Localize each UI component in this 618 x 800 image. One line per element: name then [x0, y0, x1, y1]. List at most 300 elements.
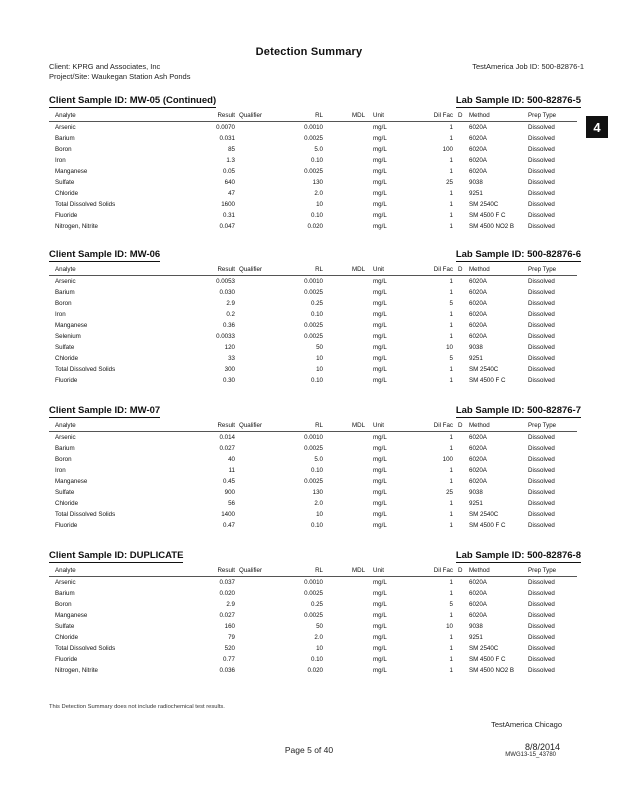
cell-method: 9038	[469, 179, 483, 186]
cell-analyte: Chloride	[55, 355, 79, 362]
cell-rl: 0.0025	[304, 612, 323, 619]
cell-analyte: Arsenic	[55, 278, 76, 285]
cell-dil: 1	[449, 289, 453, 296]
cell-dil: 1	[449, 590, 453, 597]
table-row	[49, 610, 577, 621]
cell-analyte: Manganese	[55, 612, 88, 619]
cell-rl: 0.0025	[304, 168, 323, 175]
cell-rl: 10	[316, 355, 323, 362]
table-row	[49, 665, 577, 676]
cell-method: SM 2540C	[469, 366, 499, 373]
table-row	[49, 487, 577, 498]
cell-result: 0.027	[219, 612, 235, 619]
footer-note: This Detection Summary does not include radiochemical test results.	[49, 704, 225, 710]
column-header-d: D	[458, 422, 463, 429]
table-row	[49, 122, 577, 133]
cell-dil: 1	[449, 201, 453, 208]
cell-prep: Dissolved	[528, 377, 555, 384]
cell-prep: Dissolved	[528, 445, 555, 452]
cell-result: 1.3	[226, 157, 235, 164]
cell-dil: 1	[449, 478, 453, 485]
cell-dil: 1	[449, 434, 453, 441]
cell-prep: Dissolved	[528, 667, 555, 674]
column-header-qualifier: Qualifier	[239, 266, 263, 273]
cell-result: 79	[228, 634, 235, 641]
cell-analyte: Iron	[55, 311, 66, 318]
cell-unit: mg/L	[373, 278, 387, 285]
section-header	[49, 95, 581, 109]
cell-unit: mg/L	[373, 478, 387, 485]
cell-rl: 10	[316, 366, 323, 373]
cell-dil: 1	[449, 168, 453, 175]
cell-analyte: Boron	[55, 300, 72, 307]
cell-unit: mg/L	[373, 124, 387, 131]
section-header	[49, 550, 581, 564]
cell-unit: mg/L	[373, 344, 387, 351]
section-tab-marker: 4	[586, 116, 608, 138]
report-date: 8/8/2014	[524, 742, 560, 752]
cell-analyte: Boron	[55, 146, 72, 153]
cell-rl: 0.0025	[304, 135, 323, 142]
cell-method: 6020A	[469, 124, 487, 131]
cell-dil: 1	[449, 190, 453, 197]
table-row	[49, 465, 577, 476]
cell-method: SM 2540C	[469, 645, 499, 652]
sample-section	[49, 95, 581, 232]
cell-prep: Dissolved	[528, 289, 555, 296]
cell-analyte: Barium	[55, 590, 75, 597]
cell-unit: mg/L	[373, 157, 387, 164]
cell-method: 6020A	[469, 135, 487, 142]
cell-prep: Dissolved	[528, 223, 555, 230]
table-row	[49, 520, 577, 531]
column-header-analyte: Analyte	[55, 112, 76, 119]
cell-prep: Dissolved	[528, 190, 555, 197]
cell-rl: 5.0	[314, 146, 323, 153]
cell-prep: Dissolved	[528, 168, 555, 175]
cell-analyte: Arsenic	[55, 434, 76, 441]
table-row	[49, 599, 577, 610]
column-header-unit: Unit	[373, 112, 385, 119]
cell-dil: 1	[449, 366, 453, 373]
cell-rl: 0.0025	[304, 322, 323, 329]
cell-result: 0.45	[222, 478, 235, 485]
cell-method: SM 4500 NO2 B	[469, 667, 515, 674]
cell-dil: 1	[449, 377, 453, 384]
column-header-prep-type: Prep Type	[528, 266, 557, 273]
client-sample-id: Client Sample ID: MW-06	[49, 249, 161, 260]
cell-dil: 100	[442, 456, 453, 463]
cell-unit: mg/L	[373, 590, 387, 597]
cell-dil: 1	[449, 612, 453, 619]
cell-result: 33	[228, 355, 235, 362]
cell-analyte: Barium	[55, 289, 75, 296]
cell-prep: Dissolved	[528, 634, 555, 641]
column-header-prep-type: Prep Type	[528, 112, 557, 119]
cell-analyte: Total Dissolved Solids	[55, 201, 116, 208]
cell-dil: 100	[442, 146, 453, 153]
cell-unit: mg/L	[373, 489, 387, 496]
cell-unit: mg/L	[373, 601, 387, 608]
cell-unit: mg/L	[373, 645, 387, 652]
cell-result: 0.030	[219, 289, 235, 296]
table-row	[49, 221, 577, 232]
cell-unit: mg/L	[373, 522, 387, 529]
cell-rl: 0.10	[310, 157, 323, 164]
cell-rl: 50	[316, 623, 323, 630]
cell-rl: 2.0	[314, 500, 323, 507]
cell-result: 900	[224, 489, 235, 496]
cell-rl: 0.0025	[304, 289, 323, 296]
cell-analyte: Iron	[55, 467, 66, 474]
column-header-unit: Unit	[373, 422, 385, 429]
cell-result: 2.9	[226, 300, 235, 307]
cell-result: 300	[224, 366, 235, 373]
table-row	[49, 287, 577, 298]
cell-result: 0.036	[219, 667, 235, 674]
column-header-prep-type: Prep Type	[528, 567, 557, 574]
cell-method: 6020A	[469, 456, 487, 463]
cell-method: 6020A	[469, 157, 487, 164]
cell-unit: mg/L	[373, 634, 387, 641]
column-header-method: Method	[469, 112, 490, 119]
column-header-dil-fac: Dil Fac	[433, 422, 453, 429]
cell-rl: 0.0010	[304, 124, 323, 131]
column-header-analyte: Analyte	[55, 567, 76, 574]
section-header	[49, 249, 581, 263]
cell-prep: Dissolved	[528, 456, 555, 463]
column-header-method: Method	[469, 567, 490, 574]
cell-analyte: Barium	[55, 135, 75, 142]
cell-prep: Dissolved	[528, 344, 555, 351]
cell-dil: 1	[449, 656, 453, 663]
column-header-qualifier: Qualifier	[239, 422, 263, 429]
table-row	[49, 577, 577, 588]
cell-result: 120	[224, 344, 235, 351]
cell-rl: 130	[312, 489, 323, 496]
cell-analyte: Boron	[55, 601, 72, 608]
column-header-rl: RL	[315, 567, 323, 574]
section-header	[49, 405, 581, 419]
cell-dil: 25	[446, 179, 453, 186]
cell-unit: mg/L	[373, 623, 387, 630]
cell-result: 0.031	[219, 135, 235, 142]
column-header-rl: RL	[315, 112, 323, 119]
cell-prep: Dissolved	[528, 601, 555, 608]
table-row	[49, 432, 577, 443]
column-header-d: D	[458, 567, 463, 574]
cell-method: SM 4500 F C	[469, 377, 506, 384]
cell-result: 0.020	[219, 590, 235, 597]
cell-unit: mg/L	[373, 656, 387, 663]
cell-prep: Dissolved	[528, 656, 555, 663]
cell-unit: mg/L	[373, 135, 387, 142]
cell-rl: 0.020	[307, 667, 323, 674]
cell-rl: 0.0010	[304, 579, 323, 586]
column-header-dil-fac: Dil Fac	[433, 567, 453, 574]
cell-analyte: Total Dissolved Solids	[55, 645, 116, 652]
cell-dil: 1	[449, 212, 453, 219]
cell-method: 6020A	[469, 278, 487, 285]
table-row	[49, 144, 577, 155]
cell-dil: 1	[449, 667, 453, 674]
cell-prep: Dissolved	[528, 278, 555, 285]
client-line: Client: KPRG and Associates, Inc	[49, 62, 161, 71]
cell-rl: 0.0010	[304, 434, 323, 441]
cell-prep: Dissolved	[528, 212, 555, 219]
table-row	[49, 166, 577, 177]
cell-method: SM 2540C	[469, 201, 499, 208]
table-row	[49, 353, 577, 364]
cell-method: 9251	[469, 190, 483, 197]
cell-rl: 0.0025	[304, 590, 323, 597]
column-header-mdl: MDL	[352, 567, 366, 574]
cell-unit: mg/L	[373, 146, 387, 153]
cell-dil: 10	[446, 344, 453, 351]
cell-unit: mg/L	[373, 445, 387, 452]
table-row	[49, 298, 577, 309]
table-row	[49, 364, 577, 375]
cell-rl: 0.0010	[304, 278, 323, 285]
cell-prep: Dissolved	[528, 124, 555, 131]
cell-analyte: Barium	[55, 445, 75, 452]
table-row	[49, 199, 577, 210]
cell-method: 6020A	[469, 601, 487, 608]
table-row	[49, 375, 577, 386]
cell-method: 9251	[469, 634, 483, 641]
cell-dil: 25	[446, 489, 453, 496]
cell-result: 1400	[221, 511, 235, 518]
cell-method: 9251	[469, 355, 483, 362]
table-row	[49, 276, 577, 287]
column-header-qualifier: Qualifier	[239, 112, 263, 119]
page-number: Page 5 of 40	[284, 745, 334, 755]
cell-dil: 5	[449, 355, 453, 362]
cell-method: 6020A	[469, 612, 487, 619]
cell-prep: Dissolved	[528, 590, 555, 597]
lab-sample-id: Lab Sample ID: 500-82876-8	[455, 550, 581, 561]
cell-prep: Dissolved	[528, 645, 555, 652]
cell-prep: Dissolved	[528, 489, 555, 496]
cell-prep: Dissolved	[528, 522, 555, 529]
column-header-qualifier: Qualifier	[239, 567, 263, 574]
column-header-prep-type: Prep Type	[528, 422, 557, 429]
cell-prep: Dissolved	[528, 366, 555, 373]
cell-dil: 1	[449, 322, 453, 329]
cell-method: 6020A	[469, 146, 487, 153]
column-header-unit: Unit	[373, 567, 385, 574]
cell-result: 0.037	[219, 579, 235, 586]
column-header-result: Result	[217, 422, 235, 429]
cell-result: 56	[228, 500, 235, 507]
cell-dil: 5	[449, 601, 453, 608]
cell-unit: mg/L	[373, 579, 387, 586]
cell-prep: Dissolved	[528, 467, 555, 474]
column-header-method: Method	[469, 422, 490, 429]
cell-unit: mg/L	[373, 223, 387, 230]
cell-rl: 130	[312, 179, 323, 186]
cell-dil: 1	[449, 634, 453, 641]
column-header-analyte: Analyte	[55, 266, 76, 273]
cell-unit: mg/L	[373, 500, 387, 507]
column-header-analyte: Analyte	[55, 422, 76, 429]
cell-method: 6020A	[469, 333, 487, 340]
table-row	[49, 621, 577, 632]
cell-analyte: Fluoride	[55, 656, 78, 663]
cell-prep: Dissolved	[528, 157, 555, 164]
column-header-result: Result	[217, 266, 235, 273]
cell-rl: 0.10	[310, 467, 323, 474]
cell-unit: mg/L	[373, 434, 387, 441]
page-title: Detection Summary	[255, 46, 363, 58]
table-row	[49, 588, 577, 599]
column-header-row	[49, 265, 577, 276]
cell-rl: 0.0025	[304, 333, 323, 340]
cell-prep: Dissolved	[528, 300, 555, 307]
table-row	[49, 643, 577, 654]
cell-unit: mg/L	[373, 511, 387, 518]
table-row	[49, 632, 577, 643]
cell-method: 9251	[469, 500, 483, 507]
cell-prep: Dissolved	[528, 311, 555, 318]
cell-method: 6020A	[469, 590, 487, 597]
column-header-result: Result	[217, 112, 235, 119]
column-header-rl: RL	[315, 422, 323, 429]
cell-prep: Dissolved	[528, 333, 555, 340]
column-header-rl: RL	[315, 266, 323, 273]
table-row	[49, 443, 577, 454]
table-row	[49, 331, 577, 342]
cell-prep: Dissolved	[528, 612, 555, 619]
table-row	[49, 309, 577, 320]
cell-result: 2.9	[226, 601, 235, 608]
cell-analyte: Fluoride	[55, 212, 78, 219]
cell-result: 0.30	[222, 377, 235, 384]
cell-method: 6020A	[469, 300, 487, 307]
cell-dil: 1	[449, 579, 453, 586]
cell-prep: Dissolved	[528, 355, 555, 362]
cell-result: 1600	[221, 201, 235, 208]
cell-result: 640	[224, 179, 235, 186]
table-row	[49, 320, 577, 331]
cell-rl: 10	[316, 511, 323, 518]
column-header-mdl: MDL	[352, 266, 366, 273]
cell-analyte: Sulfate	[55, 179, 75, 186]
cell-dil: 1	[449, 500, 453, 507]
column-header-result: Result	[217, 567, 235, 574]
cell-result: 0.2	[226, 311, 235, 318]
column-header-mdl: MDL	[352, 422, 366, 429]
cell-analyte: Nitrogen, Nitrite	[55, 667, 98, 674]
cell-dil: 1	[449, 467, 453, 474]
cell-result: 47	[228, 190, 235, 197]
column-header-row	[49, 421, 577, 432]
cell-result: 520	[224, 645, 235, 652]
cell-dil: 1	[449, 445, 453, 452]
cell-prep: Dissolved	[528, 146, 555, 153]
cell-method: 6020A	[469, 579, 487, 586]
cell-result: 40	[228, 456, 235, 463]
column-header-dil-fac: Dil Fac	[433, 112, 453, 119]
cell-dil: 1	[449, 511, 453, 518]
column-header-d: D	[458, 112, 463, 119]
cell-prep: Dissolved	[528, 579, 555, 586]
cell-unit: mg/L	[373, 612, 387, 619]
lab-name: TestAmerica Chicago	[491, 720, 562, 729]
cell-result: 0.47	[222, 522, 235, 529]
cell-method: 9038	[469, 623, 483, 630]
project-line: Project/Site: Waukegan Station Ash Ponds	[49, 72, 191, 81]
cell-unit: mg/L	[373, 456, 387, 463]
table-row	[49, 210, 577, 221]
column-header-row	[49, 566, 577, 577]
cell-dil: 1	[449, 645, 453, 652]
cell-analyte: Iron	[55, 157, 66, 164]
sample-section	[49, 405, 581, 531]
cell-unit: mg/L	[373, 322, 387, 329]
cell-method: 6020A	[469, 168, 487, 175]
job-id: TestAmerica Job ID: 500-82876-1	[472, 62, 584, 71]
cell-dil: 1	[449, 522, 453, 529]
cell-method: 9038	[469, 489, 483, 496]
cell-unit: mg/L	[373, 300, 387, 307]
cell-analyte: Total Dissolved Solids	[55, 366, 116, 373]
cell-analyte: Manganese	[55, 478, 88, 485]
cell-dil: 1	[449, 135, 453, 142]
lab-sample-id: Lab Sample ID: 500-82876-6	[455, 249, 581, 260]
client-sample-id: Client Sample ID: DUPLICATE	[49, 550, 184, 561]
cell-unit: mg/L	[373, 179, 387, 186]
cell-rl: 2.0	[314, 634, 323, 641]
cell-analyte: Chloride	[55, 634, 79, 641]
cell-prep: Dissolved	[528, 135, 555, 142]
cell-unit: mg/L	[373, 667, 387, 674]
cell-method: 6020A	[469, 311, 487, 318]
client-sample-id: Client Sample ID: MW-05 (Continued)	[49, 95, 217, 106]
cell-unit: mg/L	[373, 212, 387, 219]
cell-dil: 1	[449, 223, 453, 230]
cell-analyte: Sulfate	[55, 344, 75, 351]
cell-prep: Dissolved	[528, 201, 555, 208]
lab-sample-id: Lab Sample ID: 500-82876-5	[455, 95, 581, 106]
cell-rl: 10	[316, 645, 323, 652]
cell-result: 85	[228, 146, 235, 153]
cell-analyte: Manganese	[55, 168, 88, 175]
cell-result: 0.0053	[216, 278, 235, 285]
cell-result: 0.36	[222, 322, 235, 329]
cell-rl: 0.10	[310, 377, 323, 384]
cell-rl: 0.25	[310, 300, 323, 307]
cell-dil: 1	[449, 278, 453, 285]
table-row	[49, 133, 577, 144]
cell-result: 0.0033	[216, 333, 235, 340]
cell-rl: 0.10	[310, 522, 323, 529]
cell-unit: mg/L	[373, 355, 387, 362]
cell-result: 11	[228, 467, 235, 474]
cell-rl: 0.020	[307, 223, 323, 230]
cell-dil: 1	[449, 333, 453, 340]
cell-result: 0.77	[222, 656, 235, 663]
cell-unit: mg/L	[373, 333, 387, 340]
column-header-unit: Unit	[373, 266, 385, 273]
cell-dil: 5	[449, 300, 453, 307]
cell-unit: mg/L	[373, 366, 387, 373]
cell-prep: Dissolved	[528, 500, 555, 507]
client-sample-id: Client Sample ID: MW-07	[49, 405, 161, 416]
cell-rl: 5.0	[314, 456, 323, 463]
cell-rl: 0.10	[310, 311, 323, 318]
cell-rl: 0.0025	[304, 445, 323, 452]
